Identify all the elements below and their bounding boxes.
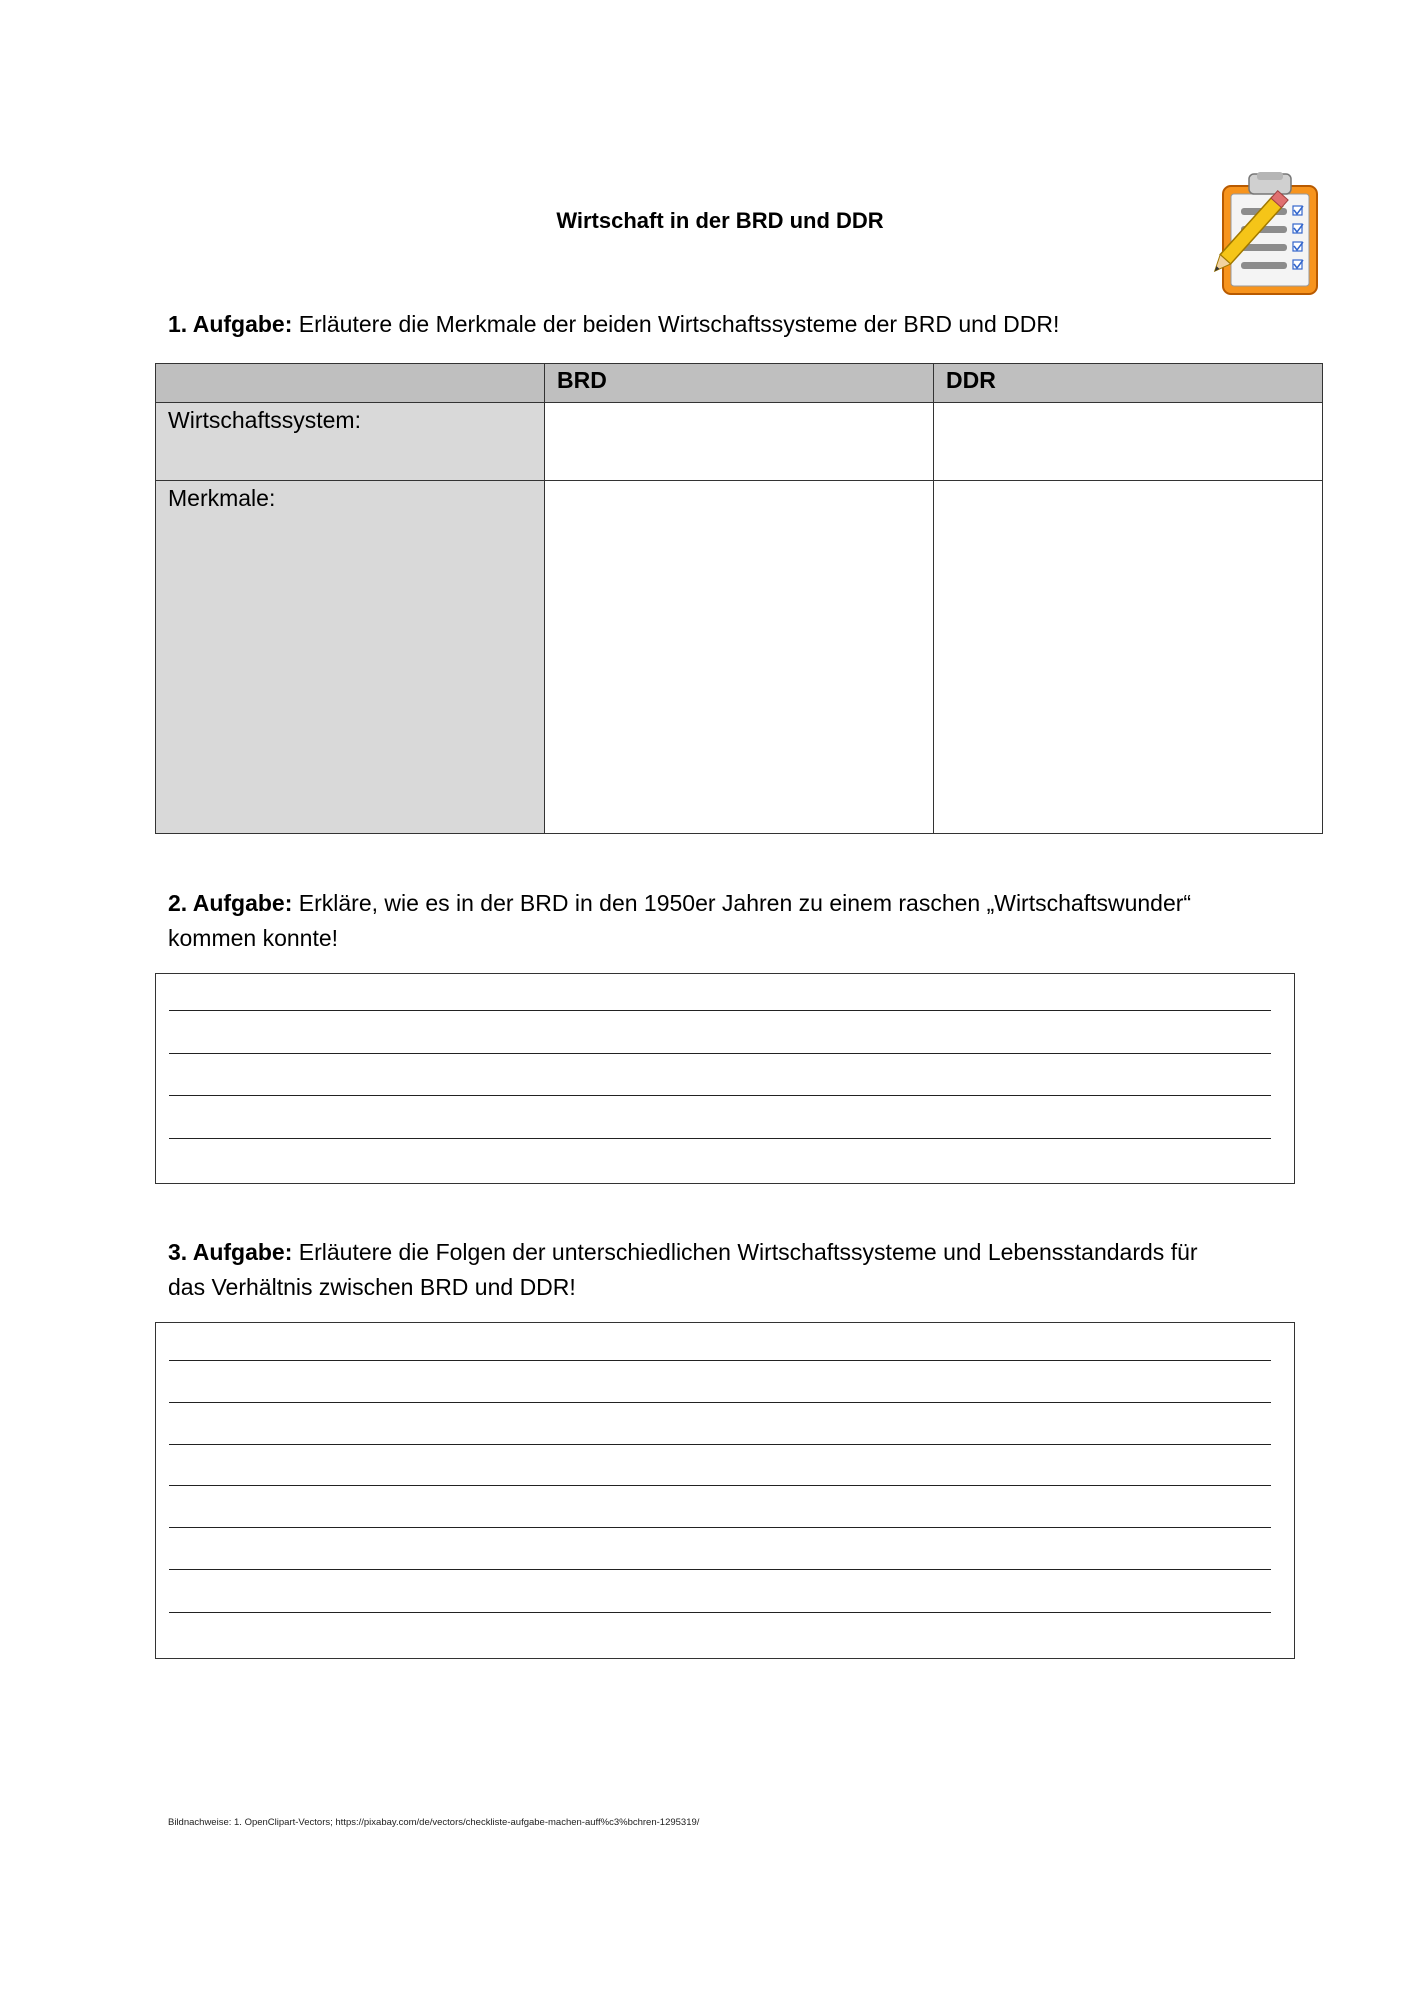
table-header-ddr: DDR [934,364,1323,403]
clipboard-checklist-pencil-icon [1205,172,1323,298]
cell-brd-wirtschaftssystem[interactable] [545,403,934,481]
page-title: Wirtschaft in der BRD und DDR [556,208,884,233]
table-header-row [156,364,1323,403]
answer-line[interactable] [169,1010,1271,1011]
table-header-corner [156,364,545,403]
task2-label: 2. Aufgabe: [168,890,293,916]
answer-line[interactable] [169,1485,1271,1486]
task1-prompt [168,307,1268,342]
task2-text-line2: kommen konnte! [168,925,339,951]
table-row-wirtschaftssystem [156,403,1323,481]
task3-text-line2: das Verhältnis zwischen BRD und DDR! [168,1274,576,1300]
answer-line[interactable] [169,1360,1271,1361]
task2-answer-box[interactable] [155,973,1295,1184]
row-label-merkmale: Merkmale: [156,481,545,834]
task2-text-line1: Erkläre, wie es in der BRD in den 1950er Jahren zu einem raschen „Wirtschaftswunder“ [292,890,1192,916]
task2-prompt [168,886,1268,956]
row-label-wirtschaftssystem: Wirtschaftssystem: [156,403,545,481]
answer-line[interactable] [169,1612,1271,1613]
task3-text-line1: Erläutere die Folgen der unterschiedlichen Wirtschaftssysteme und Lebensstandards für [292,1239,1198,1265]
task1-text: Erläutere die Merkmale der beiden Wirtschaftssysteme der BRD und DDR! [292,311,1060,337]
task3-prompt [168,1235,1268,1305]
cell-ddr-merkmale[interactable] [934,481,1323,834]
answer-line[interactable] [169,1053,1271,1054]
task3-label: 3. Aufgabe: [168,1239,293,1265]
answer-line[interactable] [169,1527,1271,1528]
answer-line[interactable] [169,1402,1271,1403]
cell-brd-merkmale[interactable] [545,481,934,834]
cell-ddr-wirtschaftssystem[interactable] [934,403,1323,481]
answer-line[interactable] [169,1095,1271,1096]
answer-line[interactable] [169,1569,1271,1570]
answer-line[interactable] [169,1444,1271,1445]
task1-label: 1. Aufgabe: [168,311,293,337]
table-row-merkmale [156,481,1323,834]
task1-table [155,363,1323,834]
image-credits: Bildnachweise: 1. OpenClipart-Vectors; https://pixabay.com/de/vectors/checkliste-aufgabe-machen-auff%c3%bchren-1295319/ [168,1817,700,1828]
table-header-brd: BRD [545,364,934,403]
task3-answer-box[interactable] [155,1322,1295,1659]
answer-line[interactable] [169,1138,1271,1139]
